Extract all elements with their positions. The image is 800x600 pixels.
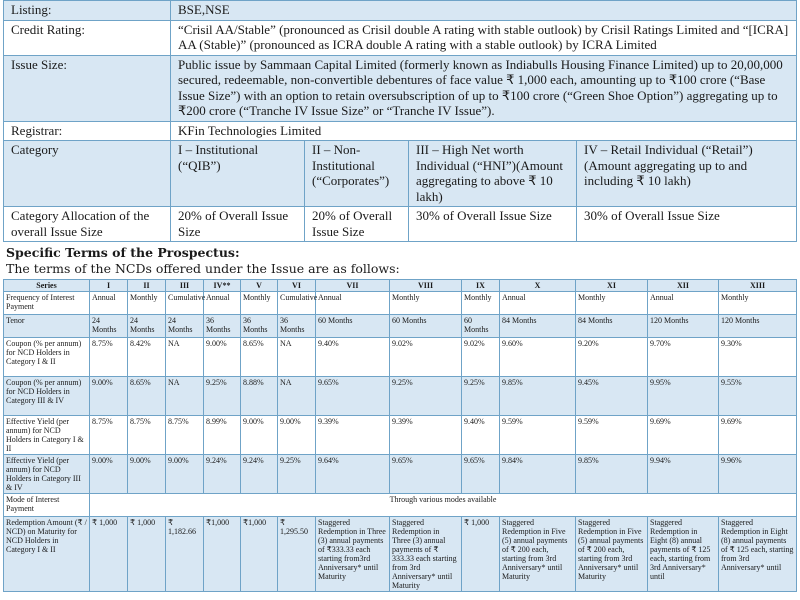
cell: 9.85% xyxy=(500,377,576,416)
cell: 9.00% xyxy=(166,455,204,494)
cell: 9.02% xyxy=(390,338,462,377)
cell: 9.65% xyxy=(316,377,390,416)
cell: 9.70% xyxy=(648,338,719,377)
cell: 9.39% xyxy=(390,416,462,455)
cell: Cumulative xyxy=(166,292,204,315)
cell: 9.25% xyxy=(204,377,241,416)
cell: 9.84% xyxy=(500,455,576,494)
yield-cat-1-2-row xyxy=(4,416,797,455)
cell: 24 Months xyxy=(90,315,128,338)
cell: 24 Months xyxy=(166,315,204,338)
cell: 9.24% xyxy=(241,455,278,494)
cell: 8.75% xyxy=(166,416,204,455)
cell: 9.94% xyxy=(648,455,719,494)
cell: 9.30% xyxy=(719,338,797,377)
cell: 60 Months xyxy=(462,315,500,338)
series-header: IV** xyxy=(204,280,241,292)
redemption-row xyxy=(4,517,797,592)
series-header: VIII xyxy=(390,280,462,292)
mode-of-interest-row xyxy=(4,494,797,517)
cell: Staggered Redemption in Three (3) annual payments of ₹333.33 each starting from3rd Anniversary* until Maturity xyxy=(316,517,390,592)
registrar-value: KFin Technologies Limited xyxy=(171,121,797,141)
cell: 24 Months xyxy=(128,315,166,338)
cell: 120 Months xyxy=(719,315,797,338)
row-label: Frequency of Interest Payment xyxy=(4,292,90,315)
series-header: VI xyxy=(278,280,316,292)
cell: Staggered Redemption in Five (5) annual payments of ₹ 200 each, starting from 3rd Anniversary* until Maturity xyxy=(576,517,648,592)
yield-cat-3-4-row xyxy=(4,455,797,494)
cell: 9.00% xyxy=(90,377,128,416)
ncd-terms-table xyxy=(3,279,797,592)
cell: ₹ 1,000 xyxy=(128,517,166,592)
cell: Monthly xyxy=(390,292,462,315)
issue-size-value: Public issue by Sammaan Capital Limited (formerly known as Indiabulls Housing Finance Limited) up to 20,00,000 secured, redeemable, non-convertible debentures of face value ₹ 1,000 each, amounting up to ₹100 crore (“Base Issue Size”) with an option to retain oversubscription of up to ₹100 crore (“Green Shoe Option”) aggregating up to ₹200 crore (“Tranche IV Issue Size” or “Tranche IV Issue”). xyxy=(171,55,797,121)
category-cell: IV – Retail Individual (“Retail”) (Amount aggregating up to and including ₹ 10 lakh) xyxy=(577,141,797,207)
cell: 9.69% xyxy=(719,416,797,455)
issue-size-row xyxy=(4,55,797,121)
credit-rating-row xyxy=(4,20,797,55)
cell: Monthly xyxy=(576,292,648,315)
row-label: Coupon (% per annum) for NCD Holders in Category III & IV xyxy=(4,377,90,416)
cell: 9.96% xyxy=(719,455,797,494)
category-cell: II – Non-Institutional (“Corporates”) xyxy=(305,141,409,207)
registrar-row xyxy=(4,121,797,141)
section-heading: Specific Terms of the Prospectus: xyxy=(6,245,240,260)
cell: 8.88% xyxy=(241,377,278,416)
cell: 84 Months xyxy=(500,315,576,338)
registrar-label: Registrar: xyxy=(4,121,171,141)
cell: 8.99% xyxy=(204,416,241,455)
row-label: Redemption Amount (₹ / NCD) on Maturity for NCD Holders in Category I & II xyxy=(4,517,90,592)
row-label: Tenor xyxy=(4,315,90,338)
cell: ₹ 1,000 xyxy=(90,517,128,592)
category-allocation-label: Category Allocation of the overall Issue Size xyxy=(4,207,171,242)
cell: 9.00% xyxy=(278,416,316,455)
series-header-row xyxy=(4,280,797,292)
category-label: Category xyxy=(4,141,171,207)
frequency-row xyxy=(4,292,797,315)
cell: Monthly xyxy=(462,292,500,315)
issue-details-table xyxy=(3,0,797,242)
row-label: Effective Yield (per annum) for NCD Holders in Category III & IV xyxy=(4,455,90,494)
cell: 9.00% xyxy=(204,338,241,377)
row-label: Coupon (% per annum) for NCD Holders in Category I & II xyxy=(4,338,90,377)
cell: 60 Months xyxy=(316,315,390,338)
cell: 9.64% xyxy=(316,455,390,494)
series-header: X xyxy=(500,280,576,292)
cell: 9.24% xyxy=(204,455,241,494)
cell: 84 Months xyxy=(576,315,648,338)
cell: 9.25% xyxy=(390,377,462,416)
cell: 9.39% xyxy=(316,416,390,455)
series-header: XII xyxy=(648,280,719,292)
cell: Annual xyxy=(648,292,719,315)
allocation-cell: 20% of Overall Issue Size xyxy=(305,207,409,242)
cell: 9.20% xyxy=(576,338,648,377)
cell: 9.00% xyxy=(90,455,128,494)
cell: NA xyxy=(166,338,204,377)
allocation-cell: 30% of Overall Issue Size xyxy=(577,207,797,242)
row-label: Effective Yield (per annum) for NCD Holders in Category I & II xyxy=(4,416,90,455)
cell: 9.00% xyxy=(128,455,166,494)
category-allocation-row xyxy=(4,207,797,242)
cell: 8.75% xyxy=(90,338,128,377)
coupon-cat-3-4-row xyxy=(4,377,797,416)
cell: 9.85% xyxy=(576,455,648,494)
cell: 8.65% xyxy=(241,338,278,377)
cell: 9.59% xyxy=(500,416,576,455)
cell: 9.69% xyxy=(648,416,719,455)
cell: Monthly xyxy=(719,292,797,315)
cell: 9.59% xyxy=(576,416,648,455)
cell: Staggered Redemption in Three (3) annual payments of ₹ 333.33 each starting from 3rd Anniversary* until Maturity xyxy=(390,517,462,592)
credit-rating-value: “Crisil AA/Stable” (pronounced as Crisil double A rating with stable outlook) by Crisil Ratings Limited and “[ICRA] AA (Stable)” (pronounced as ICRA double A rating with a stable outlook) by ICRA Limited xyxy=(171,20,797,55)
cell: ₹ 1,295.50 xyxy=(278,517,316,592)
cell: 36 Months xyxy=(241,315,278,338)
series-header: XIII xyxy=(719,280,797,292)
series-header: I xyxy=(90,280,128,292)
cell: ₹1,000 xyxy=(204,517,241,592)
cell: Annual xyxy=(500,292,576,315)
cell: 9.02% xyxy=(462,338,500,377)
section-subheading: The terms of the NCDs offered under the Issue are as follows: xyxy=(6,261,400,276)
cell: Staggered Redemption in Five (5) annual payments of ₹ 200 each, starting from 3rd Anniversary* until Maturity xyxy=(500,517,576,592)
cell: 9.40% xyxy=(462,416,500,455)
cell: 9.00% xyxy=(241,416,278,455)
cell: Annual xyxy=(204,292,241,315)
listing-value: BSE,NSE xyxy=(171,1,797,21)
allocation-cell: 30% of Overall Issue Size xyxy=(409,207,577,242)
cell: 9.65% xyxy=(390,455,462,494)
cell: ₹ 1,000 xyxy=(462,517,500,592)
cell: 120 Months xyxy=(648,315,719,338)
cell: 8.42% xyxy=(128,338,166,377)
category-cell: I – Institutional (“QIB”) xyxy=(171,141,305,207)
cell: Monthly xyxy=(128,292,166,315)
credit-rating-label: Credit Rating: xyxy=(4,20,171,55)
category-row xyxy=(4,141,797,207)
listing-row xyxy=(4,1,797,21)
cell: 8.65% xyxy=(128,377,166,416)
cell: Staggered Redemption in Eight (8) annual payments of ₹ 125 each, starting from 3rd Anniversary* until xyxy=(648,517,719,592)
allocation-cell: 20% of Overall Issue Size xyxy=(171,207,305,242)
cell: ₹1,000 xyxy=(241,517,278,592)
cell: 9.45% xyxy=(576,377,648,416)
category-cell: III – High Net worth Individual (“HNI”)(Amount aggregating to above ₹ 10 lakh) xyxy=(409,141,577,207)
listing-label: Listing: xyxy=(4,1,171,21)
tenor-row xyxy=(4,315,797,338)
cell: 36 Months xyxy=(204,315,241,338)
cell: Annual xyxy=(90,292,128,315)
cell: Annual xyxy=(316,292,390,315)
cell: 9.60% xyxy=(500,338,576,377)
cell: 9.25% xyxy=(278,455,316,494)
cell: NA xyxy=(278,377,316,416)
series-header: XI xyxy=(576,280,648,292)
series-header: VII xyxy=(316,280,390,292)
cell: Staggered Redemption in Eight (8) annual payments of ₹ 125 each, starting from 3rd Anniversary* until xyxy=(719,517,797,592)
row-label: Mode of Interest Payment xyxy=(4,494,90,517)
cell: Cumulative xyxy=(278,292,316,315)
cell: 9.25% xyxy=(462,377,500,416)
cell: Monthly xyxy=(241,292,278,315)
series-header: V xyxy=(241,280,278,292)
cell: 9.65% xyxy=(462,455,500,494)
series-header: III xyxy=(166,280,204,292)
cell: 9.40% xyxy=(316,338,390,377)
mode-value: Through various modes available xyxy=(90,494,797,517)
series-header: IX xyxy=(462,280,500,292)
cell: NA xyxy=(278,338,316,377)
cell: 60 Months xyxy=(390,315,462,338)
cell: 8.75% xyxy=(128,416,166,455)
cell: 8.75% xyxy=(90,416,128,455)
issue-size-label: Issue Size: xyxy=(4,55,171,121)
coupon-cat-1-2-row xyxy=(4,338,797,377)
cell: 36 Months xyxy=(278,315,316,338)
cell: NA xyxy=(166,377,204,416)
cell: 9.55% xyxy=(719,377,797,416)
series-label: Series xyxy=(4,280,90,292)
cell: ₹ 1,182.66 xyxy=(166,517,204,592)
series-header: II xyxy=(128,280,166,292)
cell: 9.95% xyxy=(648,377,719,416)
